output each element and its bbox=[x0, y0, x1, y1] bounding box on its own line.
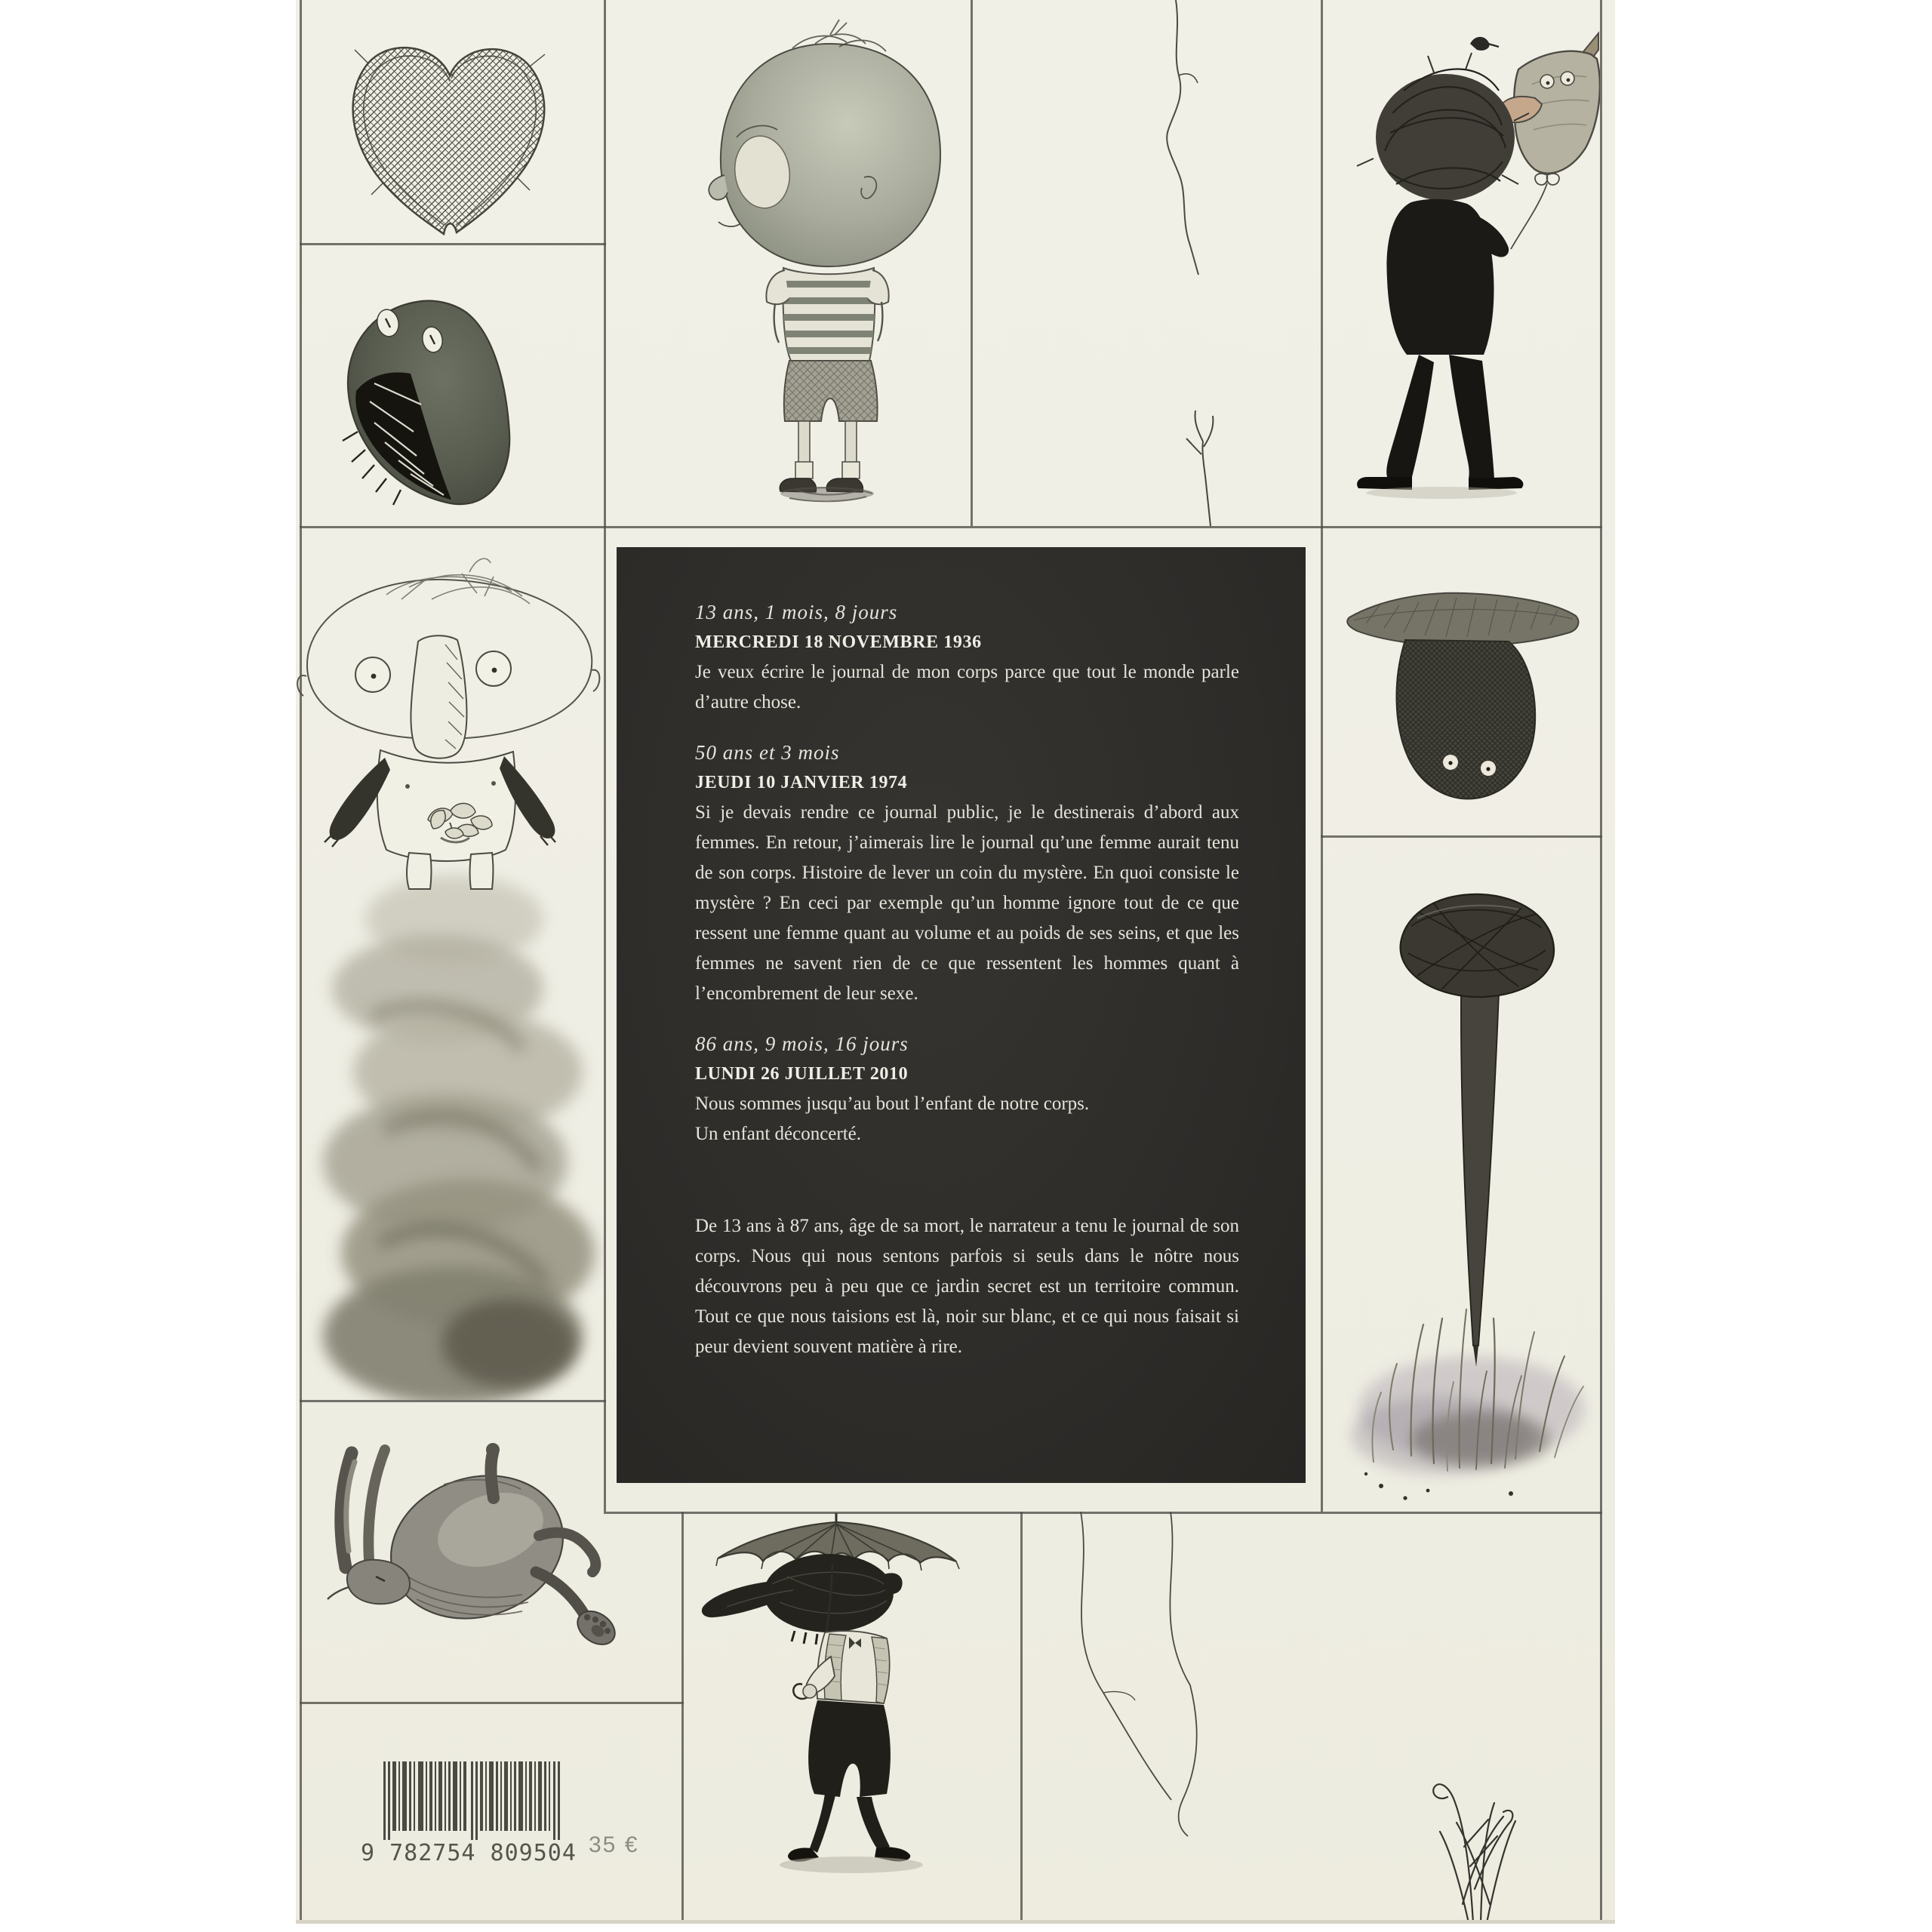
excerpt-age: 50 ans et 3 mois bbox=[695, 741, 840, 764]
nest-hair-head bbox=[1357, 37, 1529, 201]
excerpt-date: MERCREDI 18 NOVEMBRE 1936 bbox=[695, 632, 982, 652]
ean-barcode bbox=[361, 1761, 577, 1866]
barcode-bars bbox=[361, 1761, 572, 1843]
child-shadow bbox=[780, 1857, 923, 1873]
diary-excerpt-3 bbox=[695, 1029, 1239, 1149]
child-head-scribble bbox=[702, 1554, 903, 1644]
figure-torso bbox=[377, 750, 515, 861]
excerpt-date: JEUDI 10 JANVIER 1974 bbox=[695, 773, 908, 792]
suit-body bbox=[1357, 199, 1523, 499]
isbn-digits: 9 782754 809504 bbox=[361, 1840, 577, 1866]
ground-wash bbox=[1351, 1356, 1585, 1475]
child-with-bat-umbrella-sketch bbox=[681, 1512, 1020, 1923]
hare-ears bbox=[341, 1450, 385, 1571]
panel-border-right bbox=[1600, 0, 1602, 1923]
excerpt-age: 86 ans, 9 mois, 16 jours bbox=[695, 1032, 909, 1055]
soil-specks bbox=[1364, 1472, 1513, 1500]
excerpt-text: Je veux écrire le journal de mon corps parce que tout le monde parle d’autre chose. bbox=[695, 662, 1239, 712]
excerpt-line: Un enfant déconcerté. bbox=[695, 1124, 862, 1144]
suited-man-with-axe-balloon-sketch bbox=[1321, 0, 1600, 526]
diary-excerpt-1 bbox=[695, 597, 1239, 718]
cover-bottom-edge bbox=[296, 1920, 1615, 1924]
synopsis-panel bbox=[617, 547, 1306, 1483]
nail-in-grass-sketch bbox=[1321, 835, 1600, 1512]
axe-balloon bbox=[1500, 33, 1600, 249]
excerpt-date: LUNDI 26 JUILLET 2010 bbox=[695, 1064, 909, 1084]
excerpt-age: 13 ans, 1 mois, 8 jours bbox=[695, 601, 898, 623]
child-legs-shoes bbox=[788, 1794, 910, 1862]
publisher-blurb: De 13 ans à 87 ans, âge de sa mort, le narrateur a tenu le journal de son corps. Nous qui nous sentons parfois si seuls dans le nôtre nous découvrons peu à peu que ce jardin secret est un territoire commun. Tout ce que nous taisions est là, noir sur blanc, et ce qui nous faisait si peur devient souvent matière à rire. bbox=[695, 1216, 1239, 1357]
figure-nose bbox=[411, 635, 466, 758]
boy-legs bbox=[780, 421, 863, 492]
boy-ground-scribble bbox=[780, 487, 874, 501]
wall-crack-sketch-bottom bbox=[1020, 1512, 1600, 1923]
small-twig-sketch bbox=[1186, 411, 1213, 526]
diary-excerpt-2 bbox=[695, 737, 1239, 1009]
price-label: 35 € bbox=[589, 1832, 639, 1857]
wall-crack-sketch-top bbox=[971, 0, 1321, 526]
upside-down-hat-creature-sketch bbox=[1321, 527, 1600, 835]
child-trousers bbox=[808, 1700, 891, 1797]
open-mouth-creature-sketch bbox=[296, 243, 604, 526]
excerpt-line: Nous sommes jusqu’au bout l’enfant de notre corps. bbox=[695, 1094, 1090, 1114]
ink-wash-plume bbox=[323, 875, 595, 1400]
grass-tuft-scribble bbox=[1433, 1784, 1515, 1923]
big-headed-boy-sketch bbox=[604, 0, 971, 526]
nail-shaft bbox=[1461, 991, 1499, 1346]
hatched-heart-sketch bbox=[296, 0, 604, 243]
hat-brim bbox=[1347, 593, 1578, 646]
excerpt-text: Si je devais rendre ce journal public, je le destinerais d’abord aux femmes. En retour, j’aimerais lire le journal qu’une femme aurait tenu de son corps. Histoire de lever un coin du mystère. En quoi consiste le mystère ? En ceci par exemple qu’un homme ignore tout de ce que ressent une femme quant au volume et au poids de ses seins, et que les femmes ne savent rien de ce que ressentent les hommes quant à l’encombrement de leur sexe. bbox=[695, 802, 1239, 1004]
long-nosed-figure-with-ink-wash-sketch bbox=[296, 527, 604, 1400]
panel-border-h-leftcol-row3 bbox=[300, 1702, 684, 1704]
